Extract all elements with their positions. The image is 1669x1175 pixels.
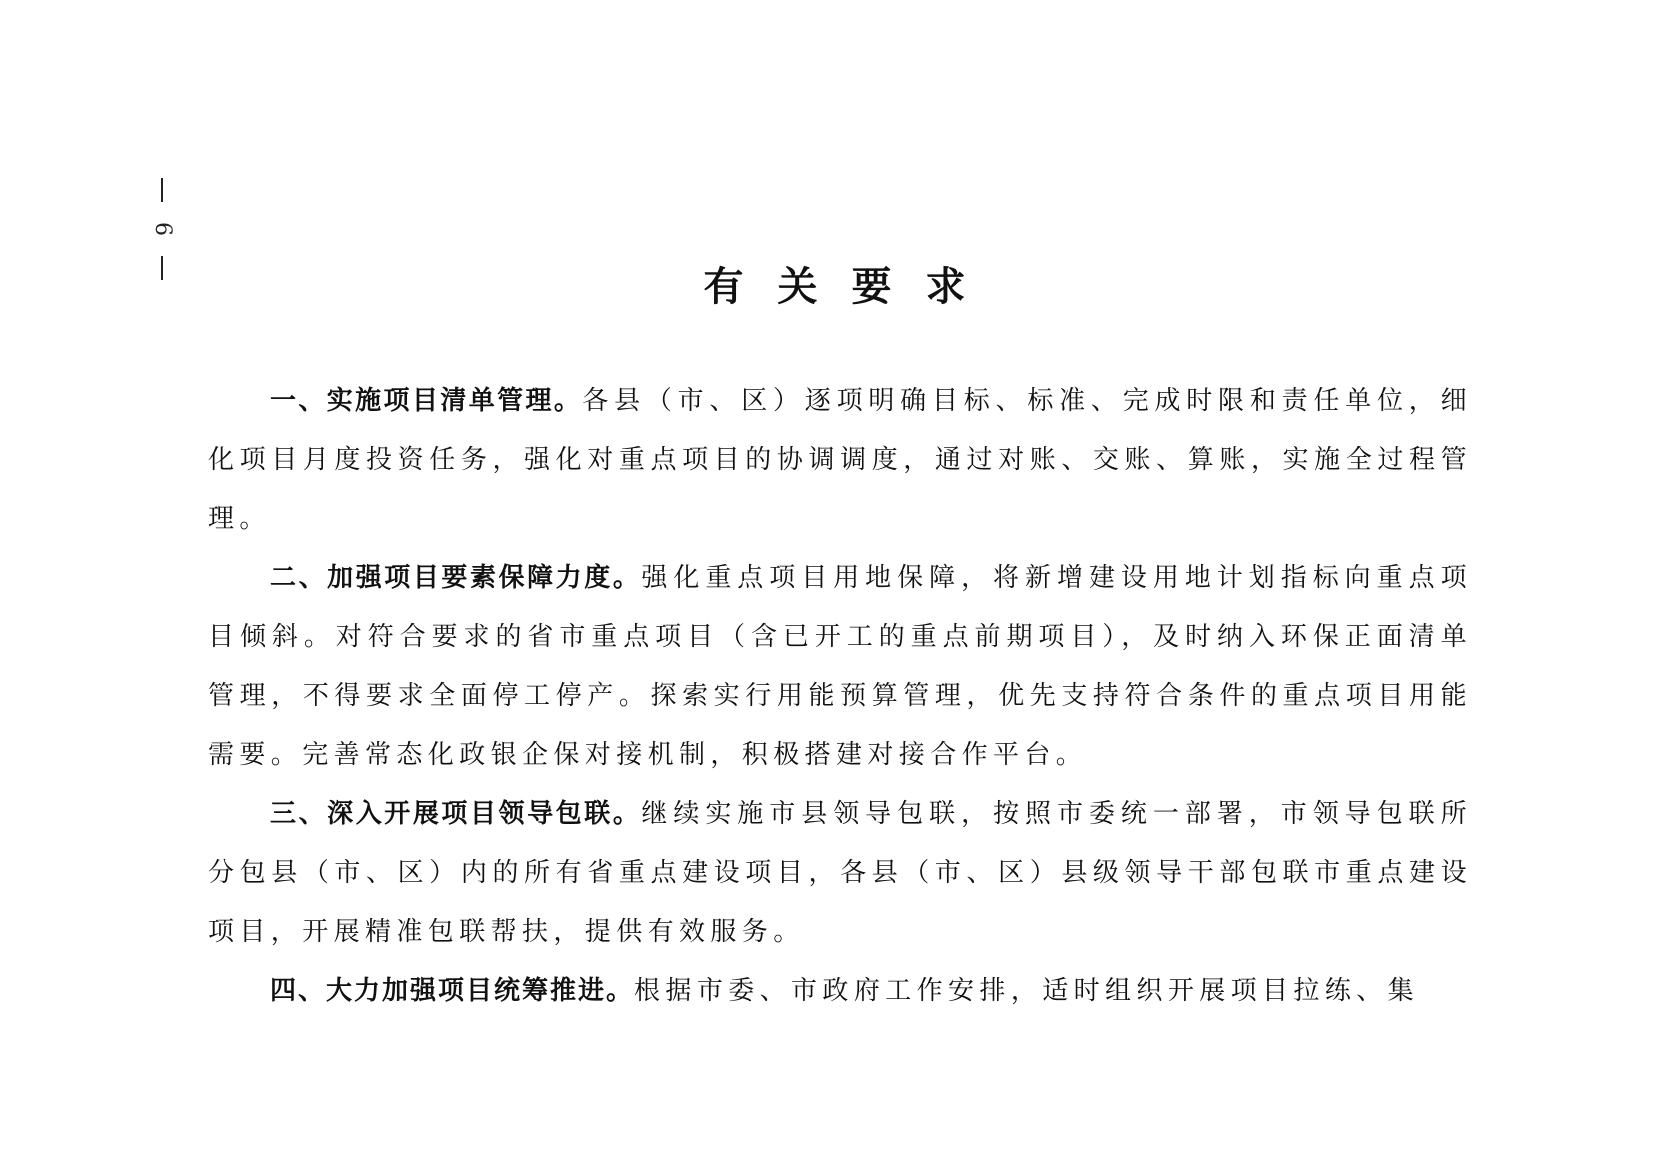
document-body <box>208 372 1472 1021</box>
paragraph-1-heading: 一、实施项目清单管理。 <box>270 386 583 416</box>
paragraph-4-body: 根据市委、市政府工作安排，适时组织开展项目拉练、集 <box>634 976 1420 1006</box>
paragraph-3-body: 继续实施市县领导包联，按照市委统一部署，市领导包联所分包县（市、区）内的所有省重点建设项目，各县（市、区）县级领导干部包联市重点建设项目，开展精准包联帮扶，提供有效服务。 <box>208 799 1472 947</box>
page-number-value: 6 <box>150 222 175 236</box>
document-title: 有关要求 <box>703 263 1000 310</box>
paragraph-2-heading: 二、加强项目要素保障力度。 <box>270 563 642 593</box>
page-number-top-dash <box>161 178 163 202</box>
paragraph-4-heading: 四、大力加强项目统筹推进。 <box>270 976 635 1006</box>
paragraph-3-heading: 三、深入开展项目领导包联。 <box>270 799 642 829</box>
paragraph-1 <box>208 372 1472 549</box>
paragraph-3 <box>208 785 1472 962</box>
paragraph-2-body: 强化重点项目用地保障，将新增建设用地计划指标向重点项目倾斜。对符合要求的省市重点项目（含已开工的重点前期项目），及时纳入环保正面清单管理，不得要求全面停工停产。探索实行用能预算管理，优先支持符合条件的重点项目用能需要。完善常态化政银企保对接机制，积极搭建对接合作平台。 <box>208 563 1472 770</box>
paragraph-1-body: 各县（市、区）逐项明确目标、标准、完成时限和责任单位，细化项目月度投资任务，强化对重点项目的协调调度，通过对账、交账、算账，实施全过程管理。 <box>208 386 1472 534</box>
paragraph-2 <box>208 549 1472 785</box>
paragraph-4 <box>208 962 1472 1021</box>
